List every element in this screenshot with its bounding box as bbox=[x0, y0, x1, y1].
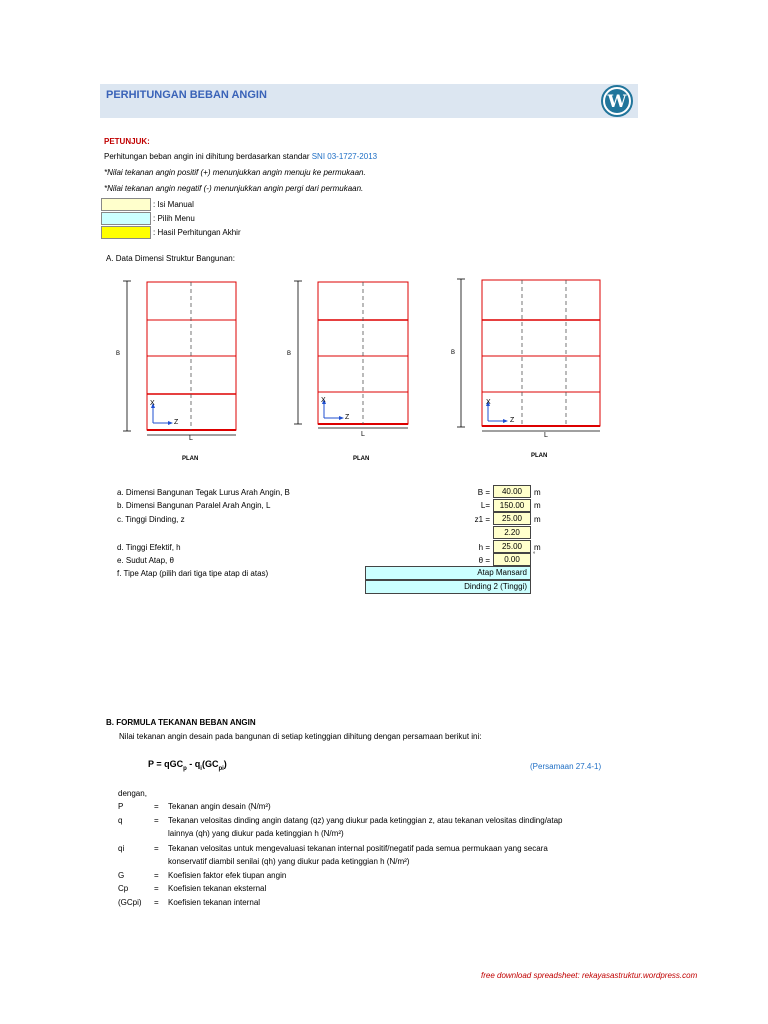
plan-diagram-1 bbox=[110, 276, 250, 466]
legend-label-result: : Hasil Perhitungan Akhir bbox=[153, 228, 241, 237]
unit-z: m bbox=[534, 515, 541, 524]
plan2-axis-x: X bbox=[321, 397, 326, 404]
legend-swatch-result bbox=[101, 226, 151, 239]
def-text-qi: Tekanan velositas untuk mengevaluasi tekanan internal positif/negatif pada semua permukaan yang secara bbox=[168, 844, 548, 853]
input-l[interactable]: 150.00 bbox=[493, 499, 531, 512]
def-eq-gcpi: = bbox=[154, 898, 159, 907]
petunjuk-line1 bbox=[104, 152, 377, 161]
param-sym-l: L= bbox=[480, 501, 490, 510]
param-sym-b: B = bbox=[477, 488, 490, 497]
unit-h: m bbox=[534, 543, 541, 552]
input-extra[interactable]: 2.20 bbox=[493, 526, 531, 539]
def-eq-q: = bbox=[154, 816, 159, 825]
plan1-caption: PLAN bbox=[182, 456, 199, 462]
plan1-dim-l: L bbox=[189, 435, 193, 442]
plan-diagram-2 bbox=[281, 276, 421, 466]
plan2-caption: PLAN bbox=[353, 456, 370, 462]
def-text-cp: Koefisien tekanan eksternal bbox=[168, 884, 267, 893]
def-text-g: Koefisien faktor efek tiupan angin bbox=[168, 871, 287, 880]
def-eq-cp: = bbox=[154, 884, 159, 893]
petunjuk-label: PETUNJUK: bbox=[104, 137, 150, 146]
def-sym-qi: qi bbox=[118, 844, 125, 853]
note-positive: *Nilai tekanan angin positif (+) menunjukkan angin menuju ke permukaan. bbox=[104, 168, 366, 177]
def-sym-q: q bbox=[118, 816, 123, 825]
unit-l: m bbox=[534, 501, 541, 510]
legend-swatch-menu bbox=[101, 212, 151, 225]
def-text-p: Tekanan angin desain (N/m²) bbox=[168, 802, 271, 811]
plan3-dim-b: B bbox=[451, 350, 456, 356]
legend-label-manual: : Isi Manual bbox=[153, 200, 194, 209]
def-text-q-cont: lainnya (qh) yang diukur pada ketinggian h (N/m²) bbox=[168, 829, 344, 838]
legend-swatch-manual bbox=[101, 198, 151, 211]
wordpress-logo-icon bbox=[599, 84, 635, 118]
param-sym-theta: θ = bbox=[478, 556, 490, 565]
unit-b: m bbox=[534, 488, 541, 497]
header-bar bbox=[100, 84, 638, 118]
svg-text:W: W bbox=[607, 92, 627, 112]
param-label-roof: f. Tipe Atap (pilih dari tiga tipe atap di atas) bbox=[117, 569, 269, 578]
param-label-h: d. Tinggi Efektif, h bbox=[117, 543, 181, 552]
param-label-theta: e. Sudut Atap, θ bbox=[117, 556, 174, 565]
plan1-dim-b: B bbox=[116, 351, 121, 357]
roof-type-select[interactable]: Atap Mansard bbox=[365, 566, 531, 580]
note-negative: *Nilai tekanan angin negatif (-) menunjukkan angin pergi dari permukaan. bbox=[104, 184, 364, 193]
section-b-title: B. FORMULA TEKANAN BEBAN ANGIN bbox=[106, 718, 256, 727]
input-theta[interactable]: 0.00 bbox=[493, 553, 531, 566]
def-eq-p: = bbox=[154, 802, 159, 811]
def-sym-g: G bbox=[118, 871, 125, 880]
section-b-intro: Nilai tekanan angin desain pada bangunan di setiap ketinggian dihitung dengan persamaan berikut ini: bbox=[119, 732, 482, 741]
param-label-z: c. Tinggi Dinding, z bbox=[117, 515, 185, 524]
def-sym-p: P bbox=[118, 802, 124, 811]
plan2-dim-l: L bbox=[361, 431, 365, 438]
equation-reference: (Persamaan 27.4-1) bbox=[530, 762, 602, 771]
def-eq-qi: = bbox=[154, 844, 159, 853]
def-text-q: Tekanan velositas dinding angin datang (qz) yang diukur pada ketinggian z, atau tekanan velositas dinding/atap bbox=[168, 816, 563, 825]
page-title: PERHITUNGAN BEBAN ANGIN bbox=[106, 89, 267, 101]
def-text-gcpi: Koefisien tekanan internal bbox=[168, 898, 261, 907]
param-sym-z: z1 = bbox=[474, 515, 490, 524]
plan-diagram-3 bbox=[444, 274, 604, 464]
petunjuk-line1-text: Perhitungan beban angin ini dihitung berdasarkan standar bbox=[104, 152, 310, 161]
def-sym-gcpi: (GCpi) bbox=[118, 898, 142, 907]
plan2-axis-z: Z bbox=[345, 414, 350, 421]
plan3-dim-l: L bbox=[544, 432, 548, 439]
footer-credit: free download spreadsheet: rekayasastruktur.wordpress.com bbox=[481, 971, 698, 980]
plan3-caption: PLAN bbox=[531, 453, 548, 459]
input-h[interactable]: 25.00 bbox=[493, 540, 531, 553]
legend-label-menu: : Pilih Menu bbox=[153, 214, 195, 223]
main-equation: $P = qGC_p - q_i(GC_{pi})$ bbox=[148, 759, 227, 772]
standard-link: SNI 03-1727-2013 bbox=[311, 152, 378, 161]
input-b[interactable]: 40.00 bbox=[493, 485, 531, 498]
def-eq-g: = bbox=[154, 871, 159, 880]
wall-select[interactable]: Dinding 2 (Tinggi) bbox=[365, 580, 531, 594]
section-a-title: A. Data Dimensi Struktur Bangunan: bbox=[106, 254, 235, 263]
param-label-l: b. Dimensi Bangunan Paralel Arah Angin, L bbox=[117, 501, 271, 510]
plan2-dim-b: B bbox=[287, 351, 292, 357]
def-sym-cp: Cp bbox=[118, 884, 129, 893]
dengan-label: dengan, bbox=[118, 789, 147, 798]
plan3-axis-x: X bbox=[486, 399, 491, 406]
input-z1[interactable]: 25.00 bbox=[493, 512, 531, 525]
unit-theta: ° bbox=[533, 552, 536, 558]
plan3-axis-z: Z bbox=[510, 417, 515, 424]
plan1-axis-x: X bbox=[150, 400, 155, 407]
plan1-axis-z: Z bbox=[174, 419, 179, 426]
def-text-qi-cont: konservatif diambil senilai (qh) yang diukur pada ketinggian h (N/m²) bbox=[168, 857, 410, 866]
param-label-b: a. Dimensi Bangunan Tegak Lurus Arah Angin, B bbox=[117, 488, 290, 497]
param-sym-h: h = bbox=[478, 543, 490, 552]
